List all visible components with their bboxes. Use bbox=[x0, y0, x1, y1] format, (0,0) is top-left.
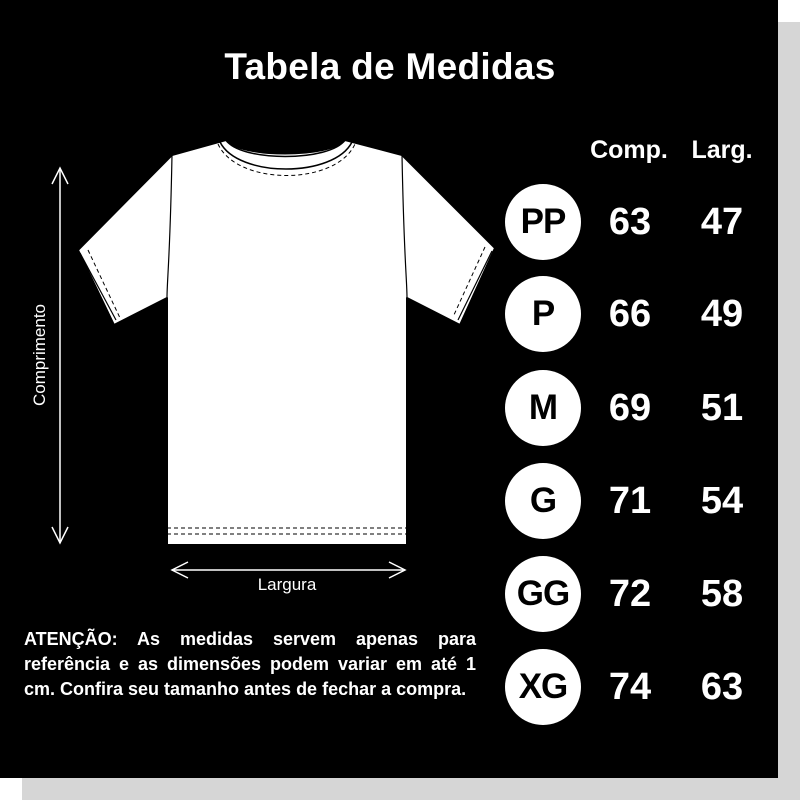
size-badge: PP bbox=[505, 184, 581, 260]
size-badge: XG bbox=[505, 649, 581, 725]
comp-value: 72 bbox=[608, 572, 652, 615]
column-header-comp: Comp. bbox=[590, 136, 668, 164]
tshirt-diagram bbox=[40, 120, 510, 590]
larg-value: 58 bbox=[700, 572, 744, 615]
tshirt-outline bbox=[78, 140, 495, 545]
size-badge: G bbox=[505, 463, 581, 539]
page-title: Tabela de Medidas bbox=[224, 46, 556, 87]
column-header-larg: Larg. bbox=[691, 136, 753, 164]
comp-value: 66 bbox=[608, 292, 652, 335]
larg-value: 47 bbox=[700, 200, 744, 243]
comp-value: 71 bbox=[608, 479, 652, 522]
size-badge: M bbox=[505, 370, 581, 446]
larg-value: 51 bbox=[700, 386, 744, 429]
size-badge: GG bbox=[505, 556, 581, 632]
larg-value: 54 bbox=[700, 479, 744, 522]
disclaimer-text: ATENÇÃO: As medidas servem apenas para referência e as dimensões podem variar em até 1 cm. Confira seu tamanho antes de fechar a compra. bbox=[24, 629, 476, 699]
width-label: Largura bbox=[257, 575, 317, 594]
comp-value: 69 bbox=[608, 386, 652, 429]
comp-value: 63 bbox=[608, 200, 652, 243]
length-label: Comprimento bbox=[30, 303, 49, 407]
length-arrow bbox=[52, 168, 68, 543]
comp-value: 74 bbox=[608, 665, 652, 708]
size-badge: P bbox=[505, 276, 581, 352]
larg-value: 49 bbox=[700, 292, 744, 335]
larg-value: 63 bbox=[700, 665, 744, 708]
